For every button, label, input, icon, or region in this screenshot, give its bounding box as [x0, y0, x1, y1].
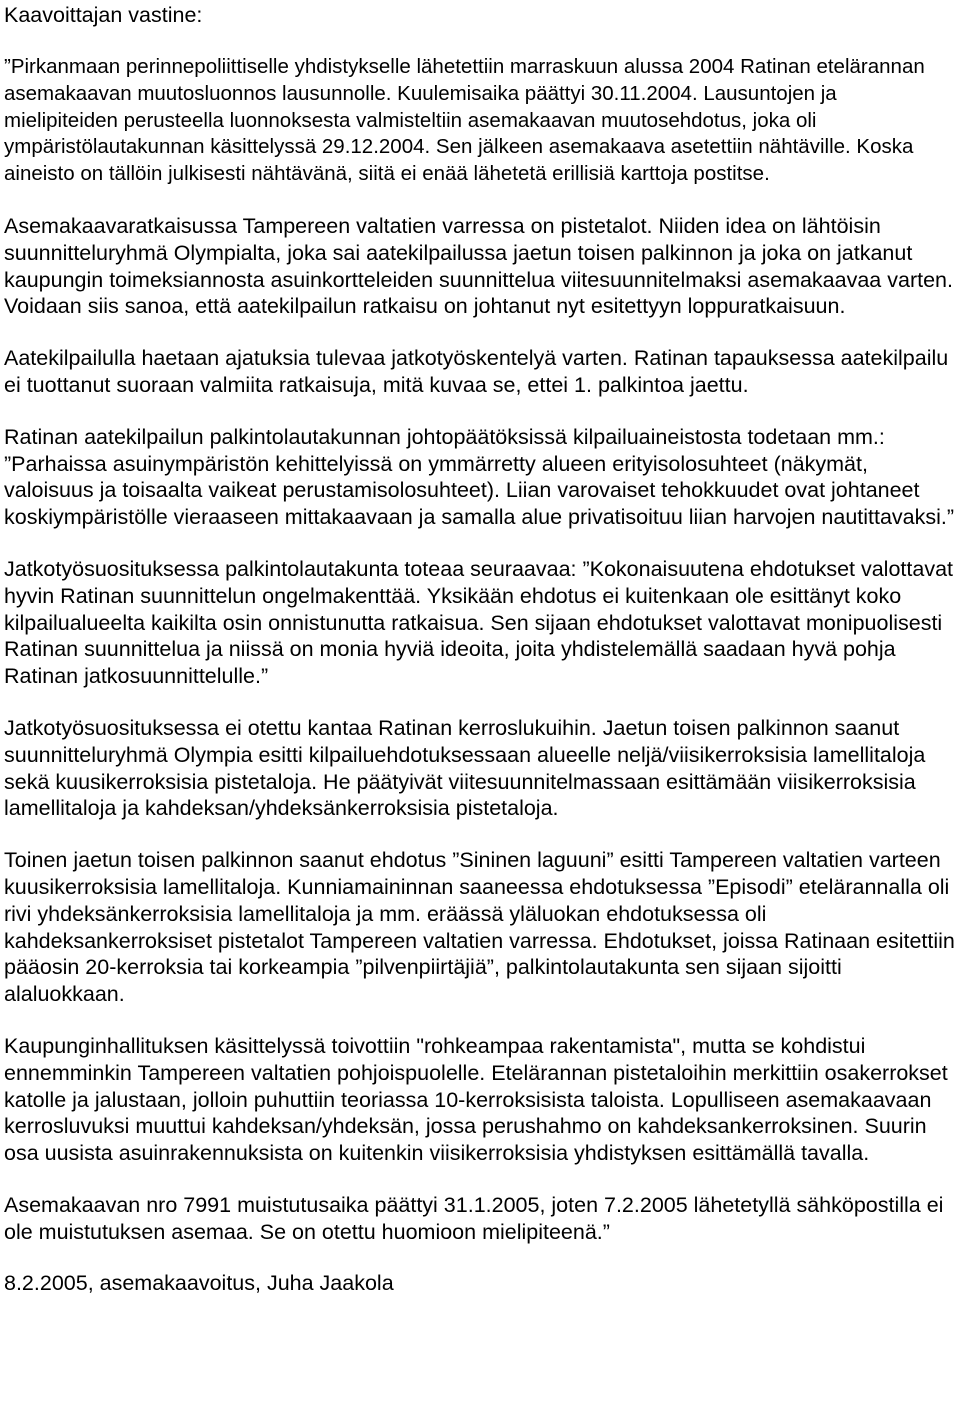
paragraph-3: Aatekilpailulla haetaan ajatuksia tulevaa jatkotyöskentelyä varten. Ratinan tapauksessa aatekilpailu ei tuottanut suoraan valmiita ratkaisuja, mitä kuvaa se, ettei 1. palkintoa jaettu.: [4, 346, 949, 397]
paragraph-5: Jatkotyösuosituksessa palkintolautakunta toteaa seuraavaa: ”Kokonaisuutena ehdotukset valottavat hyvin Ratinan suunnittelun ongelmakenttää. Yksikään ehdotus ei kuitenkaan ole esittänyt koko kilpailualueelta kaikilta osin onnistunutta ratkaisua. Sen sijaan ehdotukset valottavat monipuolisesti Ratinan suunnittelua ja niissä on monia hyviä ideoita, joita yhdistelemällä saadaan hyvä pohja Ratinan jatkosuunnittelulle.”: [4, 556, 954, 689]
paragraph-1: ”Pirkanmaan perinnepoliittiselle yhdistykselle lähetettiin marraskuun alussa 2004 Ratinan etelärannan asemakaavan muutosluonnos lausunnolle. Kuulemisaika päättyi 30.11.2004. Lausuntojen ja mielipiteiden perusteella luonnoksesta valmisteltiin asemakaavan muutosehdotus, joka oli ympäristölautakunnan käsittelyssä 29.12.2004. Sen jälkeen asemakaava asetettiin nähtäville. Koska aineisto on tällöin julkisesti nähtävänä, siitä ei enää lähetetä erillisiä karttoja postitse.: [4, 55, 925, 186]
paragraph-4: Ratinan aatekilpailun palkintolautakunnan johtopäätöksissä kilpailuaineistosta todetaan mm.: ”Parhaissa asuinympäristön kehittelyissä on ymmärretty alueen erityisolosuhteet (näkymät, valoisuus ja toisaalta vaikeat perustamisolosuhteet). Liian varovaiset tehokkuudet ovat johtaneet koskiympäristölle vieraaseen mittakaavaan ja samalla alue privatisoituu liian harvojen nautittavaksi.”: [4, 424, 955, 530]
paragraph-7: Toinen jaetun toisen palkinnon saanut ehdotus ”Sininen laguuni” esitti Tampereen valtatien varteen kuusikerroksisia lamellitaloja. Kunniamaininnan saaneessa ehdotuksessa ”Episodi” etelärannalla oli rivi yhdeksänkerroksisia lamellitaloja ja mm. eräässä yläluokan ehdotuksessa oli kahdeksankerroksiset pistetalot Tampereen valtatien varressa. Ehdotukset, joissa Ratinaan esitettiin pääosin 20-kerroksia tai korkeampia ”pilvenpiirtäjiä”, palkintolautakunta sen sijaan sijoitti alaluokkaan.: [4, 848, 955, 1007]
document-heading: Kaavoittajan vastine:: [4, 3, 203, 27]
paragraph-9: Asemakaavan nro 7991 muistutusaika päättyi 31.1.2005, joten 7.2.2005 lähetetyllä sähköpostilla ei ole muistutuksen asemaa. Se on otettu huomioon mielipiteenä.”: [4, 1192, 944, 1244]
paragraph-2: Asemakaavaratkaisussa Tampereen valtatien varressa on pistetalot. Niiden idea on lähtöisin suunnitteluryhmä Olympialta, joka sai aatekilpailussa jaetun toisen palkinnon ja joka on jatkanut kaupungin toimeksiannosta asuinkortteleiden suunnittelua viitesuunnitelmaksi asemakaavaa varten. Voidaan siis sanoa, että aatekilpailun ratkaisu on johtanut nyt esitettyyn loppuratkaisuun.: [4, 213, 953, 319]
signature-line: 8.2.2005, asemakaavoitus, Juha Jaakola: [4, 1271, 394, 1296]
document-body: [4, 0, 956, 1297]
paragraph-6: Jatkotyösuosituksessa ei otettu kantaa Ratinan kerroslukuihin. Jaetun toisen palkinnon saanut suunnitteluryhmä Olympia esitti kilpailuehdotuksessaan alueelle neljä/viisikerroksisia lamellitaloja sekä kuusikerroksisia pistetaloja. He päätyivät viitesuunnitelmassaan esittämään viisikerroksisia lamellitaloja ja kahdeksan/yhdeksänkerroksisia pistetaloja.: [4, 715, 926, 821]
paragraph-8: Kaupunginhallituksen käsittelyssä toivottiin "rohkeampaa rakentamista", mutta se kohdistui ennemminkin Tampereen valtatien pohjoispuolelle. Etelärannan pistetaloihin merkittiin osakerrokset katolle ja jalustaan, jolloin puhuttiin teoriassa 10-kerroksisista taloista. Lopulliseen asemakaavaan kerrosluvuksi muuttui kahdeksan/yhdeksän, jossa perushahmo on kahdeksankerroksinen. Suurin osa uusista asuinrakennuksista on kuitenkin viisikerroksisia yhdistyksen esittämällä tavalla.: [4, 1033, 948, 1166]
